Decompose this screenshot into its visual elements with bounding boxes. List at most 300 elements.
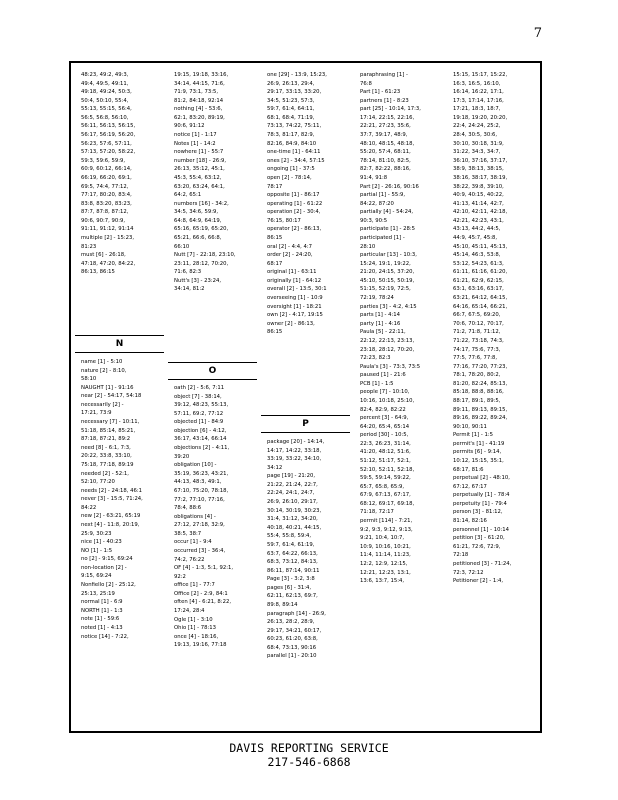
index-entry: must [6] - 26:18, xyxy=(81,252,126,259)
index-entry: overall [2] - 13:5, 30:1 xyxy=(267,286,327,293)
index-entry: near [2] - 54:17, 54:18 xyxy=(81,393,142,400)
index-entry: 14:17, 14:22, 33:18, xyxy=(267,447,322,454)
index-entry: nowhere [1] - 55:7 xyxy=(174,149,224,156)
index-entry: period [30] - 10:5, xyxy=(360,432,409,439)
index-entry: 36:10, 37:16, 37:17, xyxy=(453,157,508,164)
index-entry: 61:21, 62:9, 62:15, xyxy=(453,277,504,284)
index-entry: 61:21, 72:6, 72:9, xyxy=(453,543,501,550)
index-entry: personnel [1] - 10:14 xyxy=(453,526,509,533)
index-entry: 9:2, 9:3, 9:12, 9:13, xyxy=(360,526,413,533)
index-entry: 31:4, 31:12, 34:20, xyxy=(267,516,318,523)
index-entry: 17:24, 28:4 xyxy=(174,608,205,615)
index-entry: 15:24, 19:1, 19:22, xyxy=(360,260,411,267)
index-entry: 58:10 xyxy=(81,376,97,383)
index-entry: 22:3, 26:23, 31:14, xyxy=(360,440,411,447)
index-entry: Petitioner [2] - 1:4, xyxy=(453,578,504,585)
index-entry: original [1] - 63:11 xyxy=(267,269,317,276)
index-entry: new [2] - 63:21, 65:19 xyxy=(81,513,141,520)
index-entry: nature [2] - 8:10, xyxy=(81,367,127,374)
index-entry: one-time [1] - 64:11 xyxy=(267,149,321,156)
index-entry: 89:8, 89:14 xyxy=(267,601,298,608)
index-entry: 33:19, 33:22, 34:10, xyxy=(267,456,322,463)
index-entry: 57:13, 57:20, 58:22, xyxy=(81,149,136,156)
index-entry: 88:17, 89:1, 89:5, xyxy=(453,397,501,404)
index-entry: 71:18, 72:17 xyxy=(360,509,394,516)
index-entry: 91:4, 91:8 xyxy=(360,174,388,181)
index-column-3 xyxy=(261,67,350,727)
index-entry: 77:2, 77:10, 77:16, xyxy=(174,496,225,503)
index-entry: person [3] - 81:12, xyxy=(453,509,503,516)
index-entry: 56:17, 56:19, 56:20, xyxy=(81,132,136,139)
index-entry: own [2] - 4:17, 19:15 xyxy=(267,312,323,319)
index-entry: obligations [4] - xyxy=(174,513,216,520)
index-entry: 34:14, 81:2 xyxy=(174,286,205,293)
index-entry: 64:20, 65:4, 65:14 xyxy=(360,423,410,430)
index-entry: percent [3] - 64:9, xyxy=(360,415,409,422)
index-entry: 34:5, 51:23, 57:3, xyxy=(267,97,315,104)
index-entry: 41:20, 48:12, 51:6, xyxy=(360,449,411,456)
index-entry: 12:21, 12:23, 13:1, xyxy=(360,569,411,576)
index-entry: 30:10, 30:18, 31:9, xyxy=(453,140,504,147)
index-entry: obligation [10] - xyxy=(174,462,217,469)
index-entry: 29:17, 34:21, 60:17, xyxy=(267,627,322,634)
index-entry: NO [1] - 1:5 xyxy=(81,547,113,554)
footer-company: DAVIS REPORTING SERVICE xyxy=(229,741,389,755)
index-entry: 68:1, 68:4, 71:19, xyxy=(267,114,315,121)
index-entry: ones [2] - 34:4, 57:15 xyxy=(267,157,325,164)
footer-phone: 217-546-6868 xyxy=(267,755,351,769)
index-entry: 39:12, 48:23, 55:13, xyxy=(174,402,229,409)
index-entry: 65:21, 66:6, 66:8, xyxy=(174,234,222,241)
index-entry: object [7] - 38:14, xyxy=(174,393,222,400)
column-top-entries xyxy=(360,71,441,586)
index-entry: numbers [16] - 34:2, xyxy=(174,200,229,207)
index-entry: people [7] - 10:10, xyxy=(360,389,410,396)
index-entry: 28:10 xyxy=(360,243,376,250)
index-entry: particular [13] - 10:3, xyxy=(360,252,417,259)
index-entry: 48:10, 48:15, 48:18, xyxy=(360,140,415,147)
index-entry: 25:9, 30:23 xyxy=(81,530,112,537)
index-entry: 51:15, 52:19, 72:5, xyxy=(360,286,411,293)
index-entry: 60:23, 61:20, 63:8, xyxy=(267,636,318,643)
index-entry: 81:23 xyxy=(81,243,97,250)
index-entry: objected [1] - 84:9 xyxy=(174,419,224,426)
index-entry: 26:9, 26:10, 29:17, xyxy=(267,499,318,506)
index-entry: oral [2] - 4:4, 4:7 xyxy=(267,243,313,250)
index-entry: 91:11, 91:12, 91:14 xyxy=(81,226,134,233)
index-entry: 68:17 xyxy=(267,260,283,267)
index-entry: Nutt [7] - 22:18, 23:10, xyxy=(174,252,236,259)
index-entry: 55:13, 55:15, 56:4, xyxy=(81,106,132,113)
index-entry: 52:10, 77:20 xyxy=(81,479,115,486)
index-entry: 38:9, 38:13, 38:15, xyxy=(453,166,504,173)
index-entry: 22:12, 22:13, 23:13, xyxy=(360,337,415,344)
index-entry: 71:2, 71:8, 71:12, xyxy=(453,329,501,336)
index-entry: 63:7, 64:22, 66:13, xyxy=(267,550,318,557)
index-entry: 77:5, 77:6, 77:8, xyxy=(453,355,498,362)
index-entry: 26:13, 35:12, 45:1, xyxy=(174,166,225,173)
index-entry: 89:11, 89:13, 89:15, xyxy=(453,406,508,413)
index-entry: 41:13, 41:14, 42:7, xyxy=(453,200,504,207)
index-entry: normal [1] - 6:9 xyxy=(81,599,123,606)
index-entry: necessary [7] - 10:11, xyxy=(81,419,140,426)
index-entry: 28:4, 30:5, 30:6, xyxy=(453,132,498,139)
index-entry: perpetuity [1] - 79:4 xyxy=(453,500,507,507)
index-entry: 63:1, 63:16, 63:17, xyxy=(453,286,504,293)
index-entry: 42:10, 42:11, 42:18, xyxy=(453,209,508,216)
index-entry: 92:2 xyxy=(174,573,186,580)
index-entry: no [2] - 9:15, 69:24 xyxy=(81,556,133,563)
index-entry: 66:19, 66:20, 69:1, xyxy=(81,174,132,181)
index-entry: 84:22, 87:20 xyxy=(360,200,394,207)
index-entry: 22:24, 24:1, 24:7, xyxy=(267,490,315,497)
index-entry: multiple [2] - 15:23, xyxy=(81,234,135,241)
index-entry: needs [2] - 24:18, 46:1 xyxy=(81,487,142,494)
index-entry: 66:7, 67:5, 69:20, xyxy=(453,312,501,319)
index-entry: 59:7, 61:4, 61:19, xyxy=(267,541,315,548)
index-entry: parts [1] - 4:14 xyxy=(360,312,400,319)
index-entry: 15:15, 15:17, 15:22, xyxy=(453,72,508,78)
index-entry: notice [14] - 7:22, xyxy=(81,633,129,640)
column-bottom-entries xyxy=(174,384,255,650)
index-entry: 69:5, 74:4, 77:12, xyxy=(81,183,129,190)
index-entry: objection [6] - 4:12, xyxy=(174,427,227,434)
index-entry: Office [2] - 2:9, 84:1 xyxy=(174,590,228,597)
index-entry: Ohio [1] - 78:13 xyxy=(174,625,216,632)
index-entry: 86:11, 87:14, 90:11 xyxy=(267,567,320,574)
index-entry: 23:18, 28:12, 70:20, xyxy=(360,346,415,353)
index-entry: 90:6, 91:12 xyxy=(174,123,205,130)
index-entry: 10:9, 10:16, 10:21, xyxy=(360,543,411,550)
index-entry: operator [2] - 86:13, xyxy=(267,226,322,233)
index-entry: once [4] - 18:16, xyxy=(174,633,219,640)
index-entry: perpetually [1] - 78:4 xyxy=(453,492,510,499)
index-entry: 35:19, 36:23, 43:21, xyxy=(174,470,229,477)
index-column-2 xyxy=(168,67,257,727)
index-entry: opposite [1] - 86:17 xyxy=(267,192,320,199)
index-entry: 17:21, 18:3, 18:7, xyxy=(453,106,501,113)
index-entry: 82:7, 82:22, 88:16, xyxy=(360,166,411,173)
index-entry: 52:10, 52:11, 52:18, xyxy=(360,466,415,473)
index-entry: 11:4, 11:14, 11:23, xyxy=(360,552,411,559)
index-entry: necessarily [2] - xyxy=(81,401,124,408)
index-entry: Ogle [1] - 3:10 xyxy=(174,616,213,623)
index-entry: 45:14, 46:3, 53:8, xyxy=(453,252,501,259)
index-entry: NORTH [1] - 1:3 xyxy=(81,607,123,614)
index-entry: Notes [1] - 14:2 xyxy=(174,140,216,147)
index-entry: petitioned [3] - 71:24, xyxy=(453,560,512,567)
index-entry: 48:23, 49:2, 49:3, xyxy=(81,72,129,78)
index-entry: 86:15 xyxy=(267,234,283,241)
index-entry: 45:10, 45:11, 45:13, xyxy=(453,243,508,250)
index-entry: parallel [1] - 20:10 xyxy=(267,653,317,660)
index-entry: partial [1] - 55:9, xyxy=(360,192,406,199)
index-entry: permits [6] - 9:14, xyxy=(453,449,502,456)
index-entry: 60:9, 60:12, 66:14, xyxy=(81,166,132,173)
index-entry: 22:4, 24:24, 25:2, xyxy=(453,123,501,130)
index-entry: 86:15 xyxy=(267,329,283,336)
index-entry: often [4] - 6:21, 8:22, xyxy=(174,599,232,606)
index-entry: 70:6, 70:12, 70:17, xyxy=(453,320,504,327)
index-column-1 xyxy=(75,67,164,727)
index-entry: 90:10, 90:11 xyxy=(453,423,487,430)
index-entry: 61:11, 61:16, 61:20, xyxy=(453,269,508,276)
index-entry: note [1] - 59:6 xyxy=(81,616,120,623)
index-entry: 82:4, 82:9, 82:22 xyxy=(360,406,406,413)
index-entry: 44:13, 48:3, 49:1, xyxy=(174,479,222,486)
index-entry: order [2] - 24:20, xyxy=(267,252,313,259)
index-entry: 65:16, 65:19, 65:20, xyxy=(174,226,229,233)
index-entry: 87:18, 87:21, 89:2 xyxy=(81,436,131,443)
index-entry: 21:22, 21:24, 22:7, xyxy=(267,481,318,488)
index-entry: occur [1] - 9:4 xyxy=(174,539,212,546)
index-entry: 75:18, 77:18, 89:19 xyxy=(81,461,134,468)
index-entry: 72:23, 82:3 xyxy=(360,355,391,362)
index-entry: overseeing [1] - 10:9 xyxy=(267,295,323,302)
index-entry: 71:9, 73:1, 73:5, xyxy=(174,89,219,96)
index-entry: oath [2] - 5:6, 7:11 xyxy=(174,385,225,391)
index-entry: originally [1] - 64:12 xyxy=(267,277,322,284)
index-entry: 27:12, 27:18, 32:9, xyxy=(174,522,225,529)
index-entry: Page [3] - 3:2, 3:8 xyxy=(267,576,315,583)
index-entry: 63:21, 64:12, 64:15, xyxy=(453,295,508,302)
index-entry: Paula's [3] - 73:3, 73:5 xyxy=(360,363,421,370)
index-entry: 89:16, 89:22, 89:24, xyxy=(453,415,508,422)
index-entry: paragraph [14] - 26:9, xyxy=(267,610,326,617)
index-entry: 77:16, 77:20, 77:23, xyxy=(453,363,508,370)
index-entry: 51:18, 85:14, 85:21, xyxy=(81,427,136,434)
index-entry: 72:18 xyxy=(453,552,469,559)
index-entry: 50:4, 50:10, 55:4, xyxy=(81,97,129,104)
index-entry: 67:10, 75:20, 78:18, xyxy=(174,487,229,494)
index-entry: 68:12, 69:17, 69:18, xyxy=(360,500,415,507)
index-entry: 73:13, 74:22, 75:11, xyxy=(267,123,322,130)
index-entry: 81:2, 84:18, 92:14 xyxy=(174,97,224,104)
index-entry: 78:14, 81:10, 82:5, xyxy=(360,157,411,164)
index-entry: 62:11, 62:13, 69:7, xyxy=(267,593,318,600)
index-entry: operation [2] - 30:4, xyxy=(267,209,321,216)
index-entry: 19:18, 19:20, 20:20, xyxy=(453,114,508,121)
column-top-entries xyxy=(453,71,534,586)
index-entry: NAUGHT [1] - 91:16 xyxy=(81,384,134,391)
index-entry: 36:17, 43:14, 66:14 xyxy=(174,436,227,443)
index-entry: 23:11, 28:12, 70:20, xyxy=(174,260,229,267)
index-entry: permit's [1] - 41:19 xyxy=(453,440,505,447)
index-entry: Paula [5] - 22:11, xyxy=(360,329,406,336)
index-entry: Permit [1] - 1:5 xyxy=(453,432,494,439)
index-entry: 9:21, 10:4, 10:7, xyxy=(360,535,405,542)
index-entry: 76:8 xyxy=(360,80,372,87)
index-entry: 38:5, 38:7 xyxy=(174,530,202,537)
index-entry: 47:18, 47:20, 84:22, xyxy=(81,260,136,267)
column-top-entries xyxy=(174,71,255,294)
index-entry: 65:7, 65:8, 65:9, xyxy=(360,483,405,490)
index-entry: 10:16, 10:18, 25:10, xyxy=(360,397,415,404)
index-entry: paused [1] - 21:6 xyxy=(360,372,406,379)
index-entry: 16:3, 16:5, 16:10, xyxy=(453,80,501,87)
index-entry: 38:22, 39:8, 39:10, xyxy=(453,183,504,190)
index-entry: non-location [2] - xyxy=(81,564,127,571)
index-entry: notice [1] - 1:17 xyxy=(174,132,217,139)
index-entry: Part [2] - 26:16, 90:16 xyxy=(360,183,419,190)
index-entry: 78:4, 88:6 xyxy=(174,505,202,512)
index-entry: 86:13, 86:15 xyxy=(81,269,115,276)
index-entry: office [1] - 77:7 xyxy=(174,582,215,589)
index-entry: 31:22, 34:3, 34:7, xyxy=(453,149,501,156)
index-entry: 72:19, 78:24 xyxy=(360,295,394,302)
word-index-frame xyxy=(69,61,542,733)
index-entry: 72:3, 72:12 xyxy=(453,569,484,576)
index-entry: Nonfiello [2] - 25:12, xyxy=(81,582,136,589)
index-entry: 55:4, 55:8, 59:4, xyxy=(267,533,312,540)
index-entry: next [4] - 11:8, 20:19, xyxy=(81,521,140,528)
index-entry: 49:4, 49:5, 49:11, xyxy=(81,80,129,87)
index-entry: 64:2, 65:1 xyxy=(174,192,202,199)
index-entry: 26:9, 26:13, 29:4, xyxy=(267,80,315,87)
column-bottom-entries xyxy=(267,438,348,661)
index-entry: 71:6, 82:3 xyxy=(174,269,202,276)
reporter-footer xyxy=(0,741,618,769)
index-entry: needed [2] - 52:1, xyxy=(81,470,129,477)
index-entry: 85:18, 88:8, 88:16, xyxy=(453,389,504,396)
index-entry: 34:12 xyxy=(267,464,283,471)
index-entry: 78:17 xyxy=(267,183,283,190)
index-entry: 59:7, 61:4, 64:11, xyxy=(267,106,315,113)
index-entry: pages [6] - 31:4, xyxy=(267,584,312,591)
index-entry: 64:8, 64:9, 64:19, xyxy=(174,217,222,224)
index-entry: 87:7, 87:8, 87:12, xyxy=(81,209,129,216)
index-entry: 16:14, 16:22, 17:1, xyxy=(453,89,504,96)
index-entry: never [3] - 15:5, 71:24, xyxy=(81,496,143,503)
index-entry: 22:21, 27:23, 35:6, xyxy=(360,123,411,130)
index-entry: participate [1] - 28:5 xyxy=(360,226,416,233)
index-entry: oversight [1] - 18:21 xyxy=(267,303,322,310)
index-entry: 42:21, 42:23, 43:1, xyxy=(453,217,504,224)
index-entry: 43:13, 44:2, 44:5, xyxy=(453,226,501,233)
index-entry: partners [1] - 8:23 xyxy=(360,97,409,104)
index-entry: 12:2, 12:9, 12:15, xyxy=(360,560,408,567)
index-entry: 34:5, 34:6, 59:9, xyxy=(174,209,219,216)
index-entry: page [19] - 21:20, xyxy=(267,473,316,480)
index-entry: participated [1] - xyxy=(360,234,405,241)
index-entry: 82:16, 84:9, 84:10 xyxy=(267,140,317,147)
index-entry: operating [1] - 61:22 xyxy=(267,200,323,207)
index-entry: 78:1, 78:20, 80:2, xyxy=(453,372,501,379)
index-entry: 45:10, 50:15, 50:19, xyxy=(360,277,415,284)
index-entry: 63:20, 63:24, 64:1, xyxy=(174,183,225,190)
index-entry: 57:11, 69:2, 77:12 xyxy=(174,410,224,417)
index-entry: 56:11, 56:13, 56:15, xyxy=(81,123,136,130)
index-entry: ongoing [1] - 37:5 xyxy=(267,166,315,173)
index-entry: 19:15, 19:18, 33:16, xyxy=(174,72,229,78)
index-entry: 19:13, 19:16, 77:18 xyxy=(174,642,227,649)
index-entry: package [20] - 14:14, xyxy=(267,439,325,445)
index-entry: occurred [3] - 36:4, xyxy=(174,547,226,554)
index-entry: 40:9, 40:15, 40:22, xyxy=(453,192,504,199)
index-entry: 90:3, 90:5 xyxy=(360,217,388,224)
index-entry: 45:3, 55:4, 63:12, xyxy=(174,174,222,181)
index-entry: 21:20, 24:15, 37:20, xyxy=(360,269,415,276)
index-entry: 17:3, 17:14, 17:16, xyxy=(453,97,504,104)
index-entry: 17:21, 73:9 xyxy=(81,410,112,417)
index-entry: 62:1, 83:20, 89:19, xyxy=(174,114,225,121)
index-column-5 xyxy=(447,67,536,727)
index-entry: 68:3, 73:12, 84:13, xyxy=(267,559,318,566)
index-entry: 90:6, 90:7, 90:9, xyxy=(81,217,126,224)
section-header-o: O xyxy=(168,362,257,380)
index-entry: 10:12, 15:15, 35:1, xyxy=(453,458,504,465)
index-entry: objections [2] - 4:11, xyxy=(174,445,230,452)
index-entry: 39:20 xyxy=(174,453,190,460)
section-header-p: P xyxy=(261,415,350,433)
index-entry: paraphrasing [1] - xyxy=(360,72,408,78)
index-entry: 51:12, 51:17, 52:1, xyxy=(360,458,411,465)
index-entry: Part [1] - 61:23 xyxy=(360,89,401,96)
index-entry: party [1] - 4:16 xyxy=(360,320,401,327)
index-entry: 53:12, 54:23, 61:3, xyxy=(453,260,504,267)
index-entry: 59:3, 59:6, 59:9, xyxy=(81,157,126,164)
index-entry: 78:3, 81:17, 82:9, xyxy=(267,132,315,139)
index-entry: 29:17, 33:13, 33:20, xyxy=(267,89,322,96)
index-entry: 74:17, 75:6, 77:3, xyxy=(453,346,501,353)
index-entry: nice [1] - 40:23 xyxy=(81,539,122,546)
index-entry: 59:5, 59:14, 59:22, xyxy=(360,475,411,482)
column-top-entries xyxy=(267,71,348,337)
index-entry: 44:9, 45:7, 45:8, xyxy=(453,234,498,241)
index-entry: 17:14, 22:15, 22:16, xyxy=(360,114,415,121)
index-entry: 68:4, 73:13, 90:16 xyxy=(267,644,317,651)
column-top-entries xyxy=(81,71,162,277)
index-entry: 30:14, 30:19, 30:23, xyxy=(267,507,322,514)
index-entry: 34:14, 44:15, 71:6, xyxy=(174,80,225,87)
index-entry: 83:8, 83:20, 83:23, xyxy=(81,200,132,207)
index-entry: 71:22, 73:18, 74:3, xyxy=(453,337,504,344)
page-number: 7 xyxy=(533,26,542,41)
index-entry: 56:23, 57:6, 57:11, xyxy=(81,140,132,147)
index-entry: 67:12, 67:17 xyxy=(453,483,487,490)
index-entry: 64:16, 65:14, 66:21, xyxy=(453,303,508,310)
index-entry: one [29] - 13:9, 15:23, xyxy=(267,72,327,78)
index-entry: 49:18, 49:24, 50:3, xyxy=(81,89,132,96)
index-entry: owner [2] - 86:13, xyxy=(267,320,315,327)
section-header-n: N xyxy=(75,335,164,353)
index-entry: name [1] - 5:10 xyxy=(81,359,123,365)
index-entry: 68:17, 81:6 xyxy=(453,466,484,473)
index-entry: 13:6, 13:7, 15:4, xyxy=(360,578,405,585)
index-entry: 37:7, 39:17, 48:9, xyxy=(360,132,408,139)
index-entry: part [25] - 10:14, 17:3, xyxy=(360,106,421,113)
index-entry: OF [4] - 1:3, 5:1, 92:1, xyxy=(174,565,234,572)
index-entry: 55:20, 57:4, 68:11, xyxy=(360,149,411,156)
index-entry: 77:17, 80:20, 83:4, xyxy=(81,192,132,199)
index-entry: 40:18, 40:21, 44:15, xyxy=(267,524,322,531)
index-entry: need [8] - 6:1, 7:3, xyxy=(81,444,131,451)
index-entry: 9:15, 69:24 xyxy=(81,573,112,580)
index-entry: 74:2, 76:22 xyxy=(174,556,205,563)
index-entry: nothing [4] - 53:6, xyxy=(174,106,223,113)
index-entry: Nutt's [3] - 23:24, xyxy=(174,277,222,284)
index-entry: noted [1] - 4:13 xyxy=(81,624,123,631)
index-entry: 67:9, 67:13, 67:17, xyxy=(360,492,411,499)
index-entry: partially [4] - 54:24, xyxy=(360,209,414,216)
index-entry: 20:22, 33:8, 33:10, xyxy=(81,453,132,460)
index-entry: open [2] - 78:14, xyxy=(267,174,312,181)
index-column-4 xyxy=(354,67,443,727)
index-entry: 76:15, 80:17 xyxy=(267,217,301,224)
index-entry: petition [3] - 61:20, xyxy=(453,535,505,542)
index-entry: 38:16, 38:17, 38:19, xyxy=(453,174,508,181)
index-entry: permit [114] - 7:21, xyxy=(360,518,413,525)
